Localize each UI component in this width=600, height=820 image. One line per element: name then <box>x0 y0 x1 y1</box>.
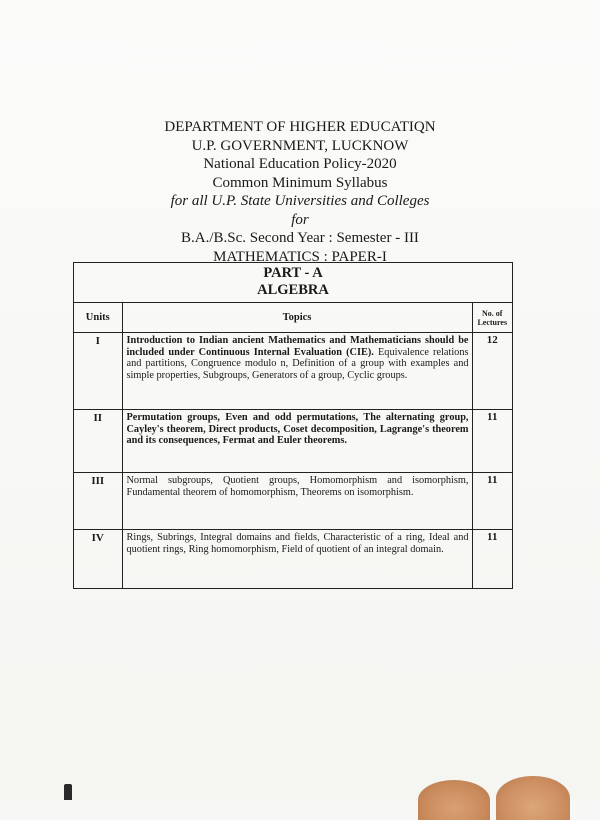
part-heading <box>74 263 512 303</box>
unit-topics: Rings, Subrings, Integral domains and fields, Characteristic of a ring, Ideal and quotient rings, Ring homomorphism, Field of quotient of an integral domain. <box>122 530 472 589</box>
topics-table <box>74 303 512 588</box>
page-edge-shadow <box>64 784 72 800</box>
unit-number: I <box>74 333 122 410</box>
table-header-row <box>74 303 512 333</box>
audience-line: for all U.P. State Universities and Colleges <box>170 193 430 209</box>
unit-number: IV <box>74 530 122 589</box>
unit-topics-bold: Introduction to Indian ancient Mathematics and Mathematicians should be included under Continuous Internal Evaluation (CIE). <box>126 335 469 358</box>
lectures-header-line2: Lectures <box>477 317 508 327</box>
government-name: U.P. GOVERNMENT, LUCKNOW <box>191 137 409 154</box>
paper-title: MATHEMATICS : PAPER-I <box>213 248 387 265</box>
table-row <box>74 473 512 530</box>
syllabus-table-box <box>73 262 513 589</box>
table-row <box>74 530 512 589</box>
part-title: PART - A <box>263 265 323 281</box>
document-heading <box>0 118 600 266</box>
lecture-count: 11 <box>472 530 512 589</box>
unit-topics: Normal subgroups, Quotient groups, Homomorphism and isomorphism, Fundamental theorem of homomorphism, Theorems on isomorphism. <box>122 473 472 530</box>
unit-number: II <box>74 410 122 473</box>
syllabus-name: Common Minimum Syllabus <box>212 174 388 191</box>
finger-left <box>418 780 490 820</box>
table-row <box>74 410 512 473</box>
units-header: Units <box>74 303 122 333</box>
lectures-header-line1: No. of <box>482 308 503 318</box>
for-line: for <box>291 211 309 228</box>
unit-number: III <box>74 473 122 530</box>
unit-topics: Permutation groups, Even and odd permutations, The alternating group, Cayley's theorem, Direct products, Coset decomposition, Lagrange's theorem and its consequences, Fermat and Euler theorems. <box>122 410 472 473</box>
table-row <box>74 333 512 410</box>
topics-header: Topics <box>122 303 472 333</box>
lecture-count: 11 <box>472 473 512 530</box>
unit-topics-plain: Equivalence relations and partitions, Congruence modulo n, Definition of a group with examples and simple properties, Subgroups, Generators of a group, Cyclic groups. <box>126 346 469 381</box>
lecture-count: 12 <box>472 333 512 410</box>
lectures-header <box>472 303 512 333</box>
finger-right <box>496 776 570 820</box>
policy-name: National Education Policy-2020 <box>203 156 397 172</box>
part-subtitle: ALGEBRA <box>257 282 329 298</box>
unit-topics <box>122 333 472 410</box>
department-title: DEPARTMENT OF HIGHER EDUCATIQN <box>164 119 436 135</box>
course-semester: B.A./B.Sc. Second Year : Semester - III <box>181 230 419 246</box>
lecture-count: 11 <box>472 410 512 473</box>
